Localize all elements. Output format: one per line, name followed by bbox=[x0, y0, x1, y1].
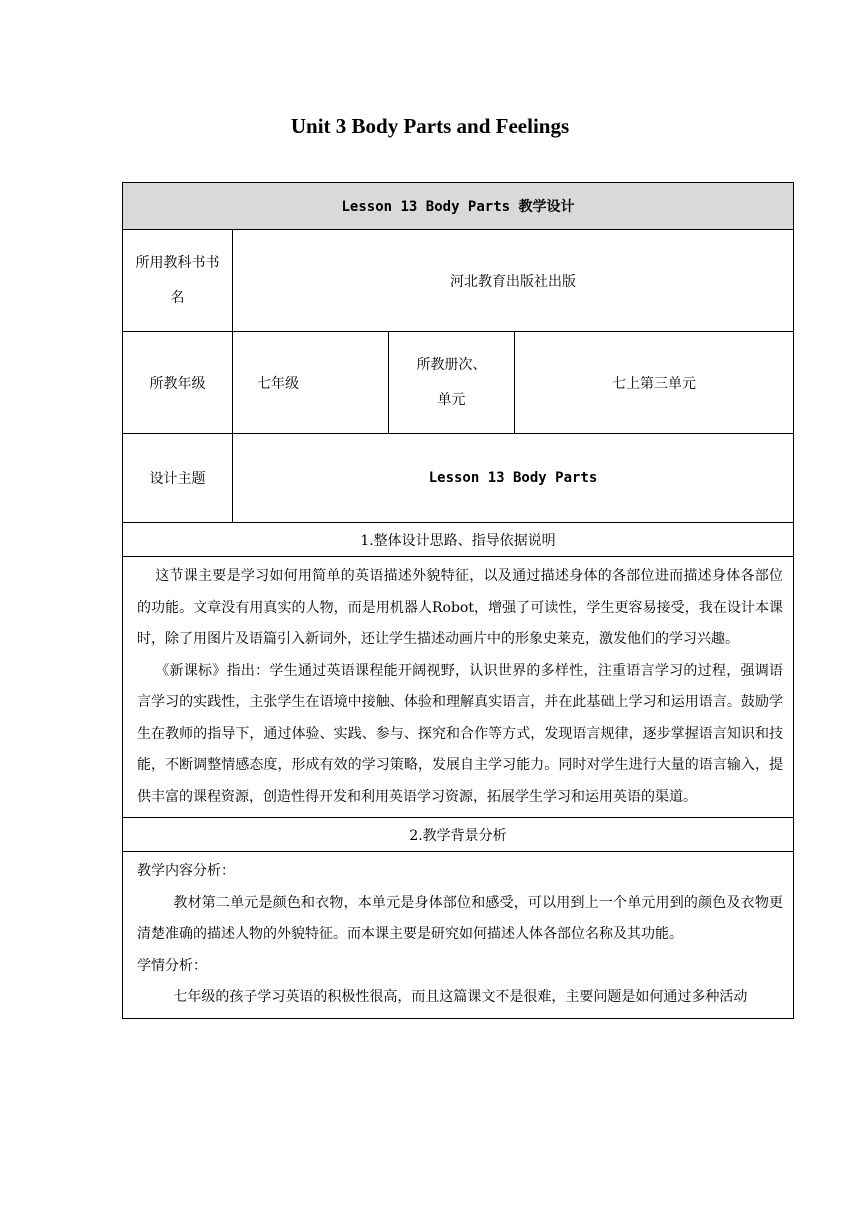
section1-title: 1.整体设计思路、指导依据说明 bbox=[123, 523, 794, 557]
section2-title: 2.教学背景分析 bbox=[123, 818, 794, 852]
topic-label: 设计主题 bbox=[123, 434, 233, 523]
grade-label: 所教年级 bbox=[123, 332, 233, 434]
section1-paragraph-1: 这节课主要是学习如何用简单的英语描述外貌特征，以及通过描述身体的各部位进而描述身体各部位的功能。文章没有用真实的人物，而是用机器人Robot，增强了可读性，学生更容易接受，我在设计本课时，除了用图片及语篇引入新词外，还让学生描述动画片中的形象史莱克，激发他们的学习兴趣。 bbox=[137, 568, 784, 647]
section2-paragraph-1: 教材第二单元是颜色和衣物，本单元是身体部位和感受，可以用到上一个单元用到的颜色及衣物更清楚准确的描述人物的外貌特征。而本课主要是研究如何描述人体各部位名称及其功能。 bbox=[137, 894, 784, 942]
section2-subheading-students: 学情分析： bbox=[137, 957, 207, 974]
section1-paragraph-2: 《新课标》指出：学生通过英语课程能开阔视野，认识世界的多样性，注重语言学习的过程，强调语言学习的实践性，主张学生在语境中接触、体验和理解真实语言，并在此基础上学习和运用语言。鼓励学生在教师的指导下，通过体验、实践、参与、探究和合作等方式，发现语言规律，逐步掌握语言知识和技能，不断调整情感态度，形成有效的学习策略，发展自主学习能力。同时对学生进行大量的语言输入，提供丰富的课程资源，创造性得开发和利用英语学习资源，拓展学生学习和运用英语的渠道。 bbox=[137, 662, 784, 805]
section2-body bbox=[123, 852, 794, 1019]
volume-value: 七上第三单元 bbox=[515, 332, 794, 434]
lesson-plan-table bbox=[122, 182, 794, 1019]
section2-paragraph-2: 七年级的孩子学习英语的积极性很高，而且这篇课文不是很难，主要问题是如何通过多种活动 bbox=[173, 989, 748, 1005]
document-title: Unit 3 Body Parts and Feelings bbox=[290, 114, 570, 138]
table-header: Lesson 13 Body Parts 教学设计 bbox=[123, 183, 794, 230]
topic-value: Lesson 13 Body Parts bbox=[233, 434, 794, 523]
textbook-value: 河北教育出版社出版 bbox=[233, 230, 794, 332]
volume-label: 所教册次、单元 bbox=[389, 332, 515, 434]
section1-body bbox=[123, 557, 794, 818]
textbook-label: 所用教科书书名 bbox=[123, 230, 233, 332]
grade-value: 七年级 bbox=[233, 332, 389, 434]
section2-subheading-content: 教学内容分析： bbox=[137, 863, 235, 879]
